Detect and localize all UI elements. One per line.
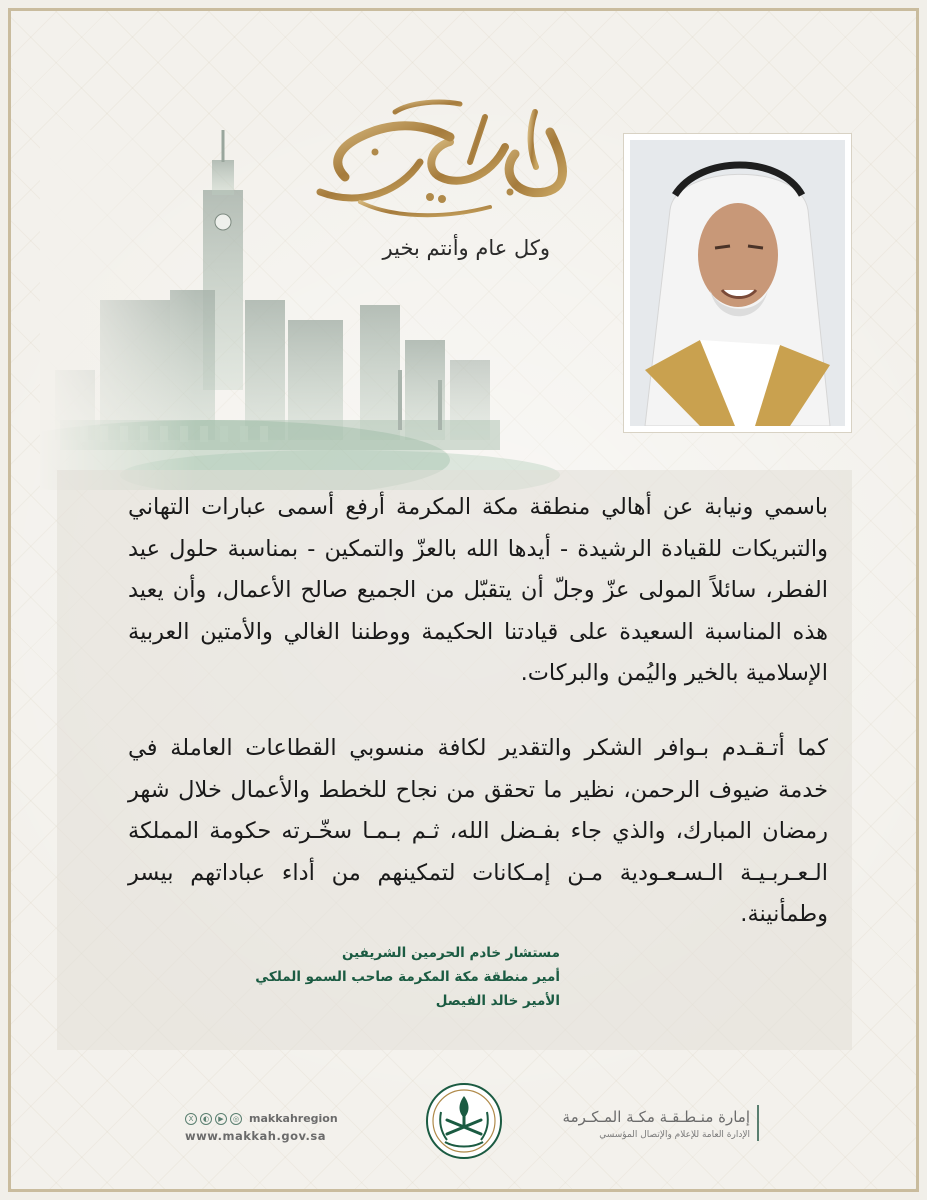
social-links — [185, 1112, 345, 1143]
instagram-icon[interactable]: ◎ — [230, 1113, 242, 1125]
signature-title: مستشار خادم الحرمين الشريفين — [341, 945, 560, 961]
website-link[interactable]: www.makkah.gov.sa — [185, 1129, 327, 1143]
eid-mubarak-calligraphy — [300, 92, 590, 227]
message-paragraph-2: كما أتـقـدم بـوافر الشكر والتقدير لكافة منسوبي القطاعات العاملة في خدمة ضيوف الرحمن، نظير ما تحقق من نجاح للخطط والأعمال خلال شهر رمضان المبارك، والذي جاء بفـضل الله، ثـم بـمـا سخّـرته حكومة المملكة الـعـربـيـة الـسـعـودية مـن إمـكانات لتمكينهم من أداء عباداتهم بيسر وطمأنينة. — [128, 735, 828, 927]
portrait-frame — [623, 133, 852, 433]
saudi-emblem-logo — [425, 1082, 503, 1160]
social-handle[interactable]: makkahregion — [249, 1112, 338, 1125]
svg-text:عيد مبارك: عيد مبارك — [300, 92, 305, 93]
snapchat-icon[interactable]: ◐ — [200, 1113, 212, 1125]
portrait-photo — [630, 140, 845, 426]
organization-name: إمارة منـطـقـة مكـة المـكـرمة — [562, 1108, 750, 1126]
organization-department: الإدارة العامة للإعلام والإتصال المؤسسي — [599, 1130, 750, 1140]
signature-name: الأمير خالد الفيصل — [435, 993, 560, 1009]
organization-name-block — [560, 1108, 750, 1140]
youtube-icon[interactable]: ▶ — [215, 1113, 227, 1125]
greeting-subtitle: وكل عام وأنتم بخير — [382, 236, 550, 260]
footer-divider — [757, 1105, 759, 1141]
x-icon[interactable]: X — [185, 1113, 197, 1125]
message-paragraph-1: باسمي ونيابة عن أهالي منطقة مكة المكرمة أرفع أسمى عبارات التهاني والتبريكات للقيادة الرشيدة - أيدها الله بالعزّ والتمكين - بمناسبة حلول عيد الفطر، سائلاً المولى عزّ وجلّ أن يتقبّل من الجميع صالح الأعمال، وأن يعيد هذه المناسبة السعيدة على قيادتنا الحكيمة ووطننا الغالي والأمتين العربية الإسلامية بالخير واليُمن والبركات. — [128, 494, 828, 686]
signature-position: أمير منطقة مكة المكرمة صاحب السمو الملكي — [255, 969, 560, 985]
